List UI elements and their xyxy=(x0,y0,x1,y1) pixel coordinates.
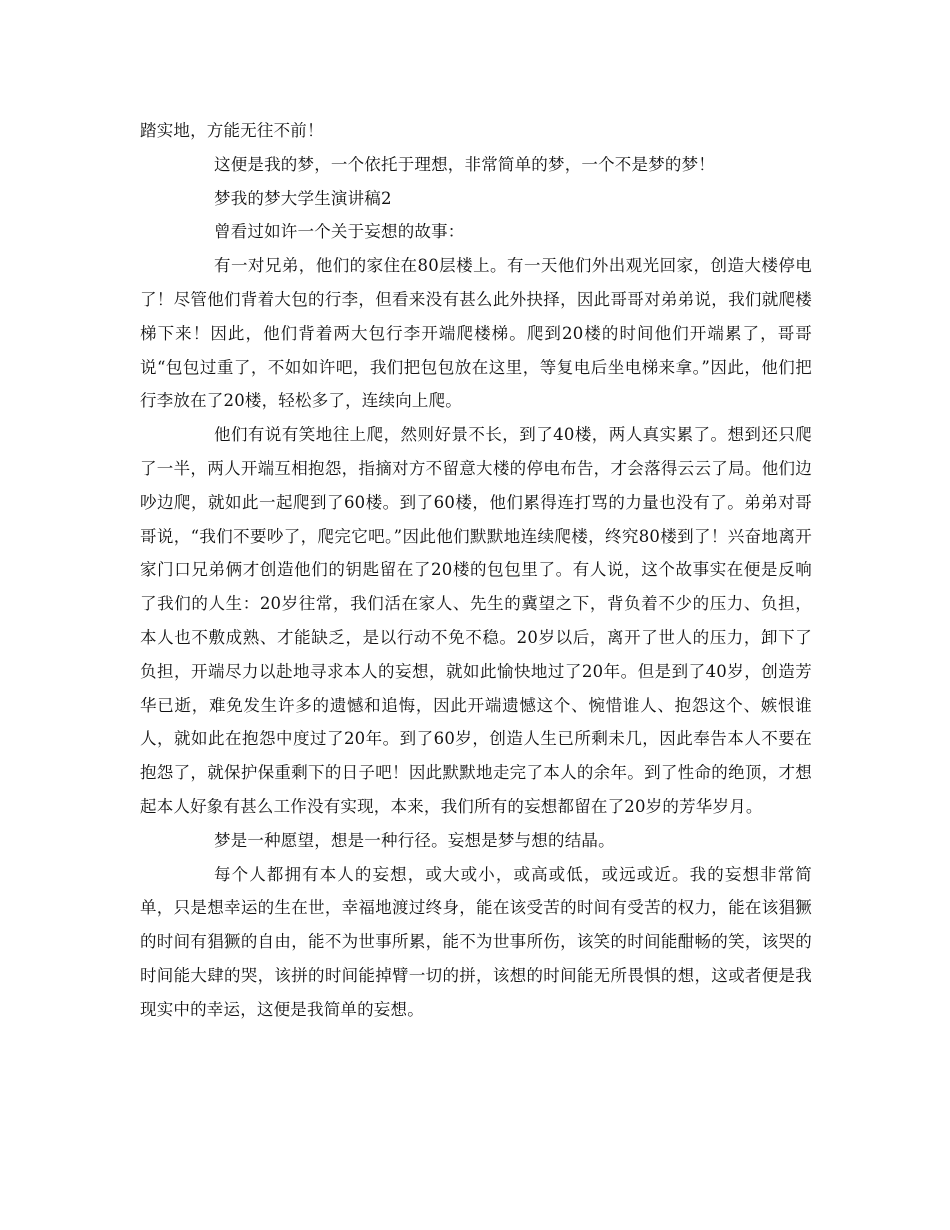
paragraph-climbing-story: 他们有说有笑地往上爬，然则好景不长，到了40楼，两人真实累了。想到还只爬了一半，两人开端互相抱怨，指摘对方不留意大楼的停电布告，才会落得云云了局。他们边吵边爬，就如此一起爬到了60楼。到了60楼，他们累得连打骂的力量也没有了。弟弟对哥哥说，“我们不要吵了，爬完它吧。”因此他们默默地连续爬楼，终究80楼到了！兴奋地离开家门口兄弟俩才创造他们的钥匙留在了20楼的包包里了。有人说，这个故事实在便是反响了我们的人生：20岁往常，我们活在家人、先生的冀望之下，背负着不少的压力、负担，本人也不敷成熟、才能缺乏，是以行动不免不稳。20岁以后，离开了世人的压力，卸下了负担，开端尽力以赴地寻求本人的妄想，就如此愉快地过了20年。但是到了40岁，创造芳华已逝，难免发生许多的遗憾和追悔，因此开端遗憾这个、惋惜谁人、抱怨这个、嫉恨谁人，就如此在抱怨中度过了20年。到了60岁，创造人生已所剩未几，因此奉告本人不要在抱怨了，就保护保重剩下的日子吧！因此默默地走完了本人的余年。到了性命的绝顶，才想起本人好象有甚么工作没有实现，本来，我们所有的妄想都留在了20岁的芳华岁月。 xyxy=(140,425,812,816)
paragraph-story-intro: 曾看过如许一个关于妄想的故事： xyxy=(214,222,465,242)
paragraph-dream-definition: 梦是一种愿望，想是一种行径。妄想是梦与想的结晶。 xyxy=(214,830,615,850)
paragraph-dream-statement: 这便是我的梦，一个依托于理想，非常简单的梦，一个不是梦的梦！ xyxy=(214,154,715,174)
paragraph-continuation: 踏实地，方能无往不前！ xyxy=(140,121,324,140)
document-body xyxy=(140,114,812,1027)
paragraph-brothers-story: 有一对兄弟，他们的家住在80层楼上。有一天他们外出观光回家，创造大楼停电了！尽管他们背着大包的行李，但看来没有甚么此外抉择，因此哥哥对弟弟说，我们就爬楼梯下来！因此，他们背着两大包行李开端爬楼梯。爬到20楼的时间他们开端累了，哥哥说“包包过重了，不如如许吧，我们把包包放在这里，等复电后坐电梯来拿。”因此，他们把行李放在了20楼，轻松多了，连续向上爬。 xyxy=(140,256,812,411)
section-title: 梦我的梦大学生演讲稿2 xyxy=(214,188,392,208)
paragraph-my-dream: 每个人都拥有本人的妄想，或大或小，或高或低，或远或近。我的妄想非常简单，只是想幸运的生在世，幸福地渡过终身，能在该受苦的时间有受苦的权力，能在该猖獗的时间有猖獗的自由，能不为世事所累，能不为世事所伤，该笑的时间能酣畅的笑，该哭的时间能大肆的哭，该拼的时间能掉臂一切的拼，该想的时间能无所畏惧的想，这或者便是我现实中的幸运，这便是我简单的妄想。 xyxy=(140,864,812,1019)
